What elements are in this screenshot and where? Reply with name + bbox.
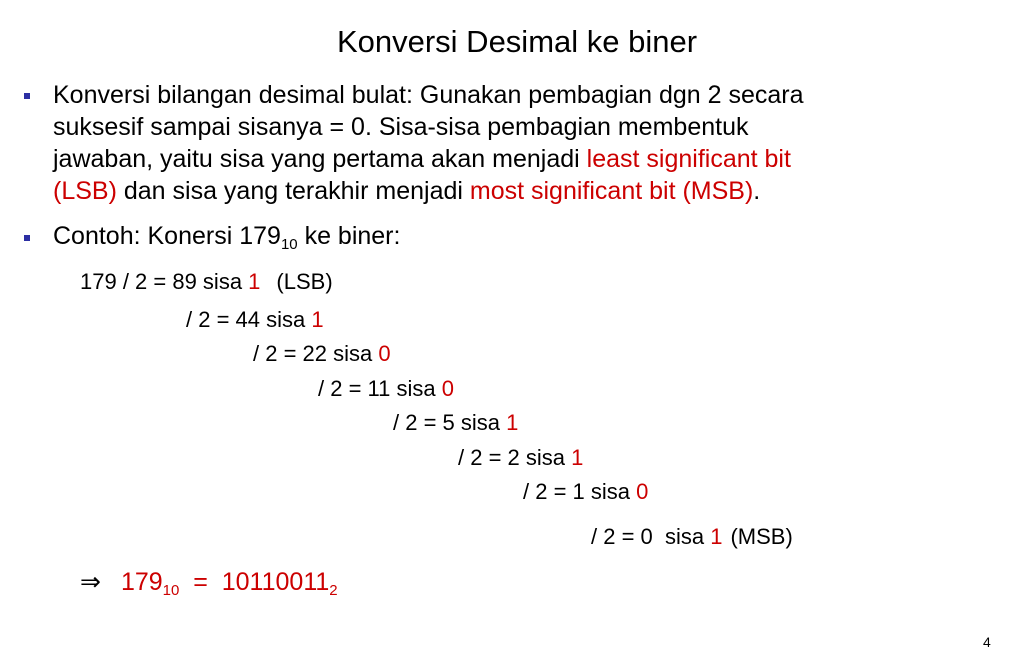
division-step-6 [458, 444, 583, 472]
step-remainder: 1 [311, 307, 324, 332]
msb-term: most significant bit (MSB) [469, 177, 754, 205]
result-binary-base: 2 [329, 582, 338, 599]
result-equals: = [179, 568, 222, 596]
slide-title: Konversi Desimal ke biner [336, 24, 698, 59]
step-note: (MSB) [730, 524, 793, 549]
step-note: (LSB) [276, 269, 333, 294]
step-expression: / 2 = 11 sisa [318, 376, 442, 401]
bullet-1-line-4 [53, 175, 1003, 207]
bullet-2-text [53, 220, 1003, 252]
step-remainder: 1 [710, 524, 723, 549]
bullet-1-line-3 [53, 143, 1003, 175]
division-step-2 [186, 306, 324, 334]
division-step-8 [591, 523, 793, 551]
step-expression: / 2 = 2 sisa [458, 445, 572, 470]
page-number: 4 [983, 634, 991, 650]
step-remainder: 1 [571, 445, 584, 470]
step-expression: / 2 = 22 sisa [253, 341, 379, 366]
bullet-1-line-1: Konversi bilangan desimal bulat: Gunakan pembagian dgn 2 secara [53, 81, 804, 109]
bullet-2-suffix: ke biner: [297, 222, 401, 250]
result-binary: 10110011 [221, 568, 330, 596]
step-expression: / 2 = 1 sisa [523, 479, 637, 504]
bullet-1-marker [24, 93, 30, 99]
division-step-3 [253, 340, 391, 368]
step-remainder: 1 [506, 410, 519, 435]
bullet-2-subscript: 10 [280, 236, 298, 253]
step-remainder: 0 [378, 341, 391, 366]
division-step-5 [393, 409, 518, 437]
step-expression: 179 / 2 = 89 sisa [80, 269, 249, 294]
lsb-term: least significant bit [586, 145, 791, 173]
step-remainder: 0 [441, 376, 454, 401]
step-expression: / 2 = 44 sisa [186, 307, 312, 332]
result-decimal-base: 10 [162, 582, 180, 599]
bullet-1-line-3-text: jawaban, yaitu sisa yang pertama akan menjadi [53, 145, 587, 173]
bullet-1-period: . [753, 177, 761, 205]
lsb-abbrev: (LSB) [53, 177, 117, 205]
bullet-1-line-4-text: dan sisa yang terakhir menjadi [116, 177, 470, 205]
bullet-2-label: Contoh: Konersi 179 [53, 222, 281, 250]
conversion-result [80, 566, 338, 598]
division-step-4 [318, 375, 454, 403]
result-decimal: 179 [120, 568, 163, 596]
implies-arrow-icon: ⇒ [80, 568, 101, 596]
step-remainder: 1 [248, 269, 261, 294]
bullet-1-text [53, 79, 1003, 207]
step-expression: / 2 = 0 sisa [591, 524, 711, 549]
bullet-2-marker [24, 235, 30, 241]
bullet-1-line-2: suksesif sampai sisanya = 0. Sisa-sisa pembagian membentuk [53, 113, 749, 141]
division-step-7 [523, 478, 648, 506]
division-step-1 [80, 268, 333, 296]
step-expression: / 2 = 5 sisa [393, 410, 507, 435]
step-remainder: 0 [636, 479, 649, 504]
